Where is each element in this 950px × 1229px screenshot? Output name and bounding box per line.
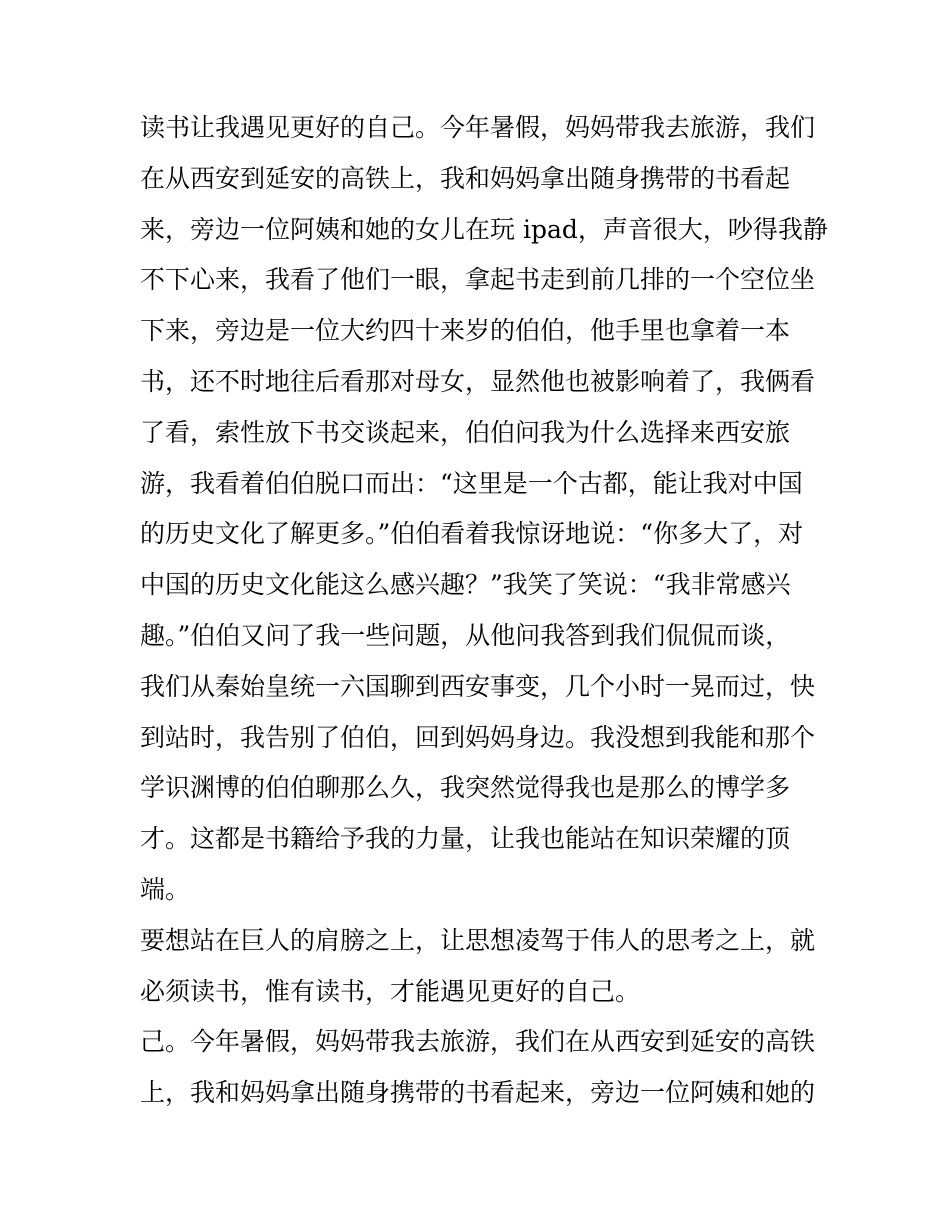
text-line-7: 了看，索性放下书交谈起来，伯伯问我为什么选择来西安旅: [140, 417, 791, 447]
text-line-20: 上，我和妈妈拿出随身携带的书看起来，旁边一位阿姨和她的: [140, 1078, 816, 1108]
text-line-9: 的历史文化了解更多。”伯伯看着我惊讶地说：“你多大了，对: [140, 519, 804, 549]
text-line-16: 端。: [140, 874, 191, 904]
text-line-18: 必须读书，惟有读书，才能遇见更好的自己。: [140, 976, 641, 1006]
text-line-5: 下来，旁边是一位大约四十来岁的伯伯，他手里也拿着一本: [140, 316, 791, 346]
text-line-3: 来，旁边一位阿姨和她的女儿在玩 ipad，声音很大，吵得我静: [140, 214, 828, 244]
text-line-15: 才。这都是书籍给予我的力量，让我也能站在知识荣耀的顶: [140, 824, 791, 854]
text-line-12: 我们从秦始皇统一六国聊到西安事变，几个小时一晃而过，快: [140, 671, 816, 701]
text-line-8: 游，我看着伯伯脱口而出：“这里是一个古都，能让我对中国: [140, 468, 803, 498]
text-line-2: 在从西安到延安的高铁上，我和妈妈拿出随身携带的书看起: [140, 163, 791, 193]
text-line-14: 学识渊博的伯伯聊那么久，我突然觉得我也是那么的博学多: [140, 773, 791, 803]
text-line-1: 读书让我遇见更好的自己。今年暑假，妈妈带我去旅游，我们: [140, 113, 816, 142]
text-line-19: 己。今年暑假，妈妈带我去旅游，我们在从西安到延安的高铁: [140, 1027, 816, 1057]
essay-text: [140, 103, 828, 1119]
text-line-13: 到站时，我告别了伯伯，回到妈妈身边。我没想到我能和那个: [140, 722, 816, 752]
text-line-17: 要想站在巨人的肩膀之上，让思想凌驾于伟人的思考之上，就: [140, 925, 816, 955]
text-line-10: 中国的历史文化能这么感兴趣？”我笑了笑说：“我非常感兴: [140, 570, 791, 600]
text-line-11: 趣。”伯伯又问了我一些问题，从他问我答到我们侃侃而谈，: [140, 620, 791, 650]
text-line-6: 书，还不时地往后看那对母女，显然他也被影响着了，我俩看: [140, 366, 816, 396]
text-line-4: 不下心来，我看了他们一眼，拿起书走到前几排的一个空位坐: [140, 265, 816, 295]
